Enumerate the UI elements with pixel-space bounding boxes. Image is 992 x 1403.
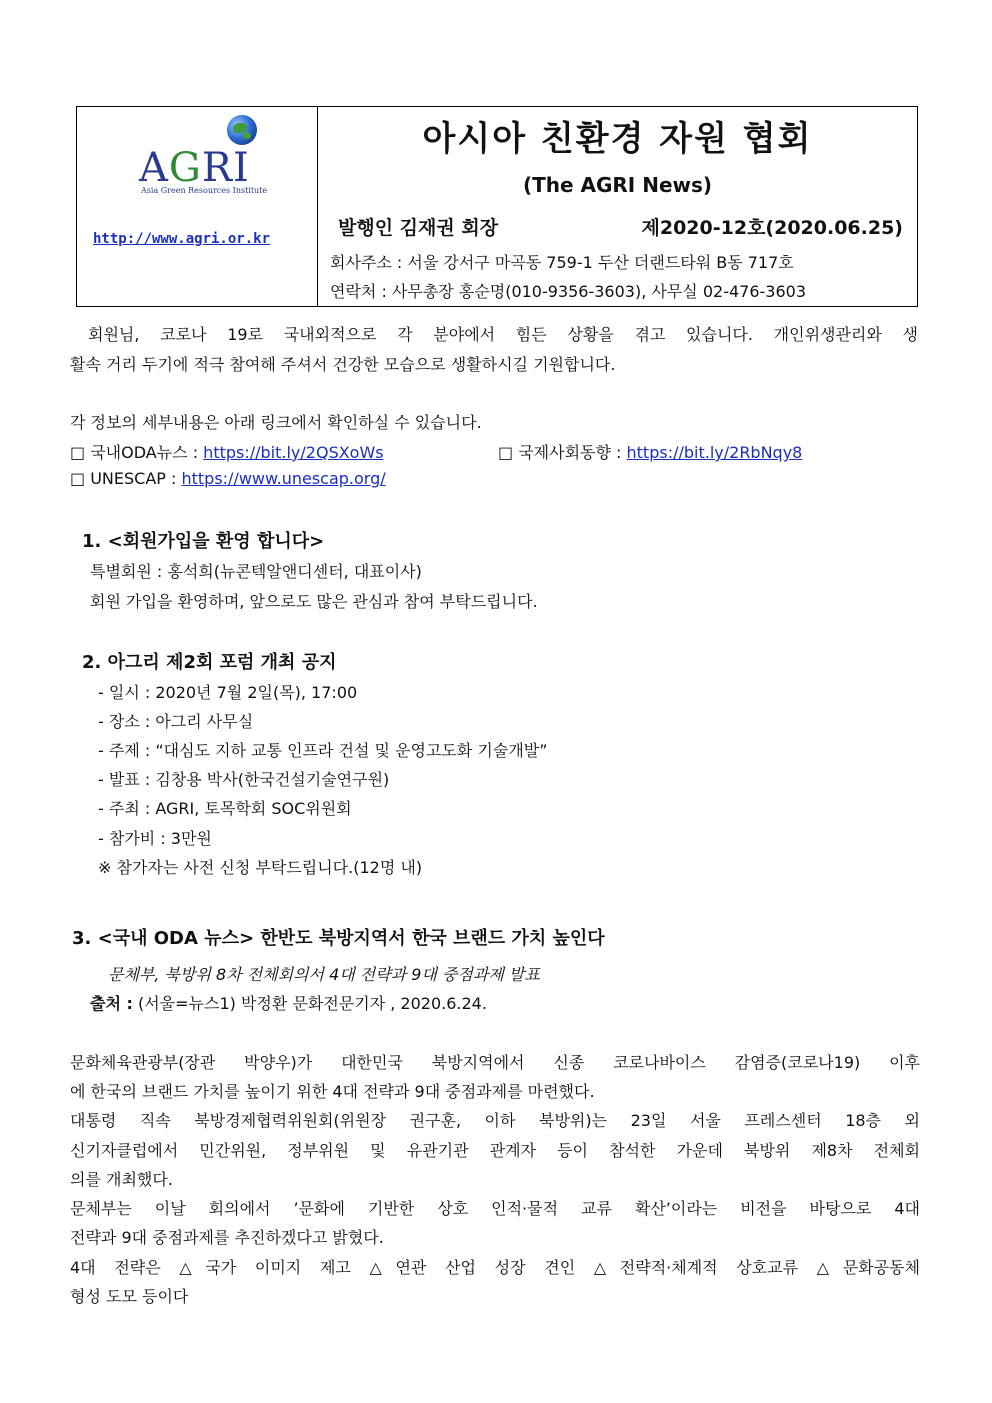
issue-number: 제2020-12호(2020.06.25) [641, 217, 903, 239]
list-item: - 장소 : 아그리 사무실 [98, 712, 254, 731]
article-line: 전략과 9대 중점과제를 추진하겠다고 밝혔다. [70, 1228, 384, 1247]
list-item: ※ 참가자는 사전 신청 부탁드립니다.(12명 내) [98, 858, 423, 877]
article-line: 문체부는 이날 회의에서 ’문화에 기반한 상호 인적·물적 교류 확산’이라는 비전을 바탕으로 4대 [70, 1199, 920, 1218]
oda-news-link[interactable]: https://bit.ly/2QSXoWs [203, 443, 384, 462]
globe-icon [227, 115, 257, 145]
section-text: 회원 가입을 환영하며, 앞으로도 많은 관심과 참여 부탁드립니다. [90, 592, 538, 611]
section-heading: 2. 아그리 제2회 포럼 개최 공지 [82, 652, 337, 673]
intl-label: □ 국제사회동향 : [498, 443, 627, 462]
page-title: 아시아 친환경 자원 협회 [422, 119, 813, 159]
article-line: 대통령 직속 북방경제협력위원회(위원장 권구훈, 이하 북방위)는 23일 서울 프레스센터 18층 외 [70, 1111, 920, 1130]
intro-line: 활속 거리 두기에 적극 참여해 주셔서 건강한 모습으로 생활하시길 기원합니다. [70, 355, 616, 374]
list-item: - 발표 : 김창용 박사(한국건설기술연구원) [98, 770, 390, 789]
section-heading: 3. <국내 ODA 뉴스> 한반도 북방지역서 한국 브랜드 가치 높인다 [72, 928, 605, 949]
logo-cell [77, 107, 318, 306]
publisher: 발행인 김재권 회장 [338, 217, 499, 239]
logo-tagline: Asia Green Resources Institute [141, 186, 268, 195]
article-line: 문화체육관광부(장관 박양우)가 대한민국 북방지역에서 신종 코로나바이스 감염증(코로나19) 이후 [70, 1053, 920, 1072]
page-subtitle: (The AGRI News) [522, 173, 713, 197]
article-line: 4대 전략은 △국가 이미지 제고 △연관 산업 성장 견인 △전략적·체계적 상호교류 △문화공동체 [70, 1258, 920, 1277]
issue-row [338, 213, 903, 240]
section-heading: 1. <회원가입을 환영 합니다> [82, 531, 325, 552]
header-info [318, 107, 917, 306]
newsletter-header [76, 106, 918, 307]
intl-news-link[interactable]: https://bit.ly/2RbNqy8 [626, 443, 803, 462]
links-row [498, 440, 802, 463]
address: 회사주소 : 서울 강서구 마곡동 759-1 두산 더랜드타워 B동 717호 [330, 253, 794, 272]
article-line: 에 한국의 브랜드 가치를 높이기 위한 4대 전략과 9대 중점과제를 마련했다. [70, 1082, 595, 1101]
intro-line: 회원님, 코로나 19로 국내외적으로 각 분야에서 힘든 상황을 겪고 있습니다. 개인위생관리와 생 [88, 325, 918, 344]
article-line: 신기자클럽에서 민간위원, 정부위원 및 유관기관 관계자 등이 참석한 가운데 북방위 제8차 전체회 [70, 1141, 920, 1160]
links-row [70, 469, 386, 488]
agri-logo: AGRI [139, 145, 250, 191]
list-item: - 참가비 : 3만원 [98, 829, 212, 848]
list-item: - 주최 : AGRI, 토목학회 SOC위원회 [98, 799, 352, 818]
website-link[interactable]: http://www.agri.or.kr [93, 231, 271, 247]
source-label: 출처 : [90, 994, 133, 1013]
links-intro: 각 정보의 세부내용은 아래 링크에서 확인하실 수 있습니다. [70, 413, 482, 432]
article-source [90, 991, 487, 1014]
unescap-link[interactable]: https://www.unescap.org/ [181, 469, 386, 488]
links-row [70, 440, 384, 463]
article-line: 형성 도모 등이다 [70, 1287, 189, 1306]
article-subheading: 문체부, 북방위 8차 전체회의서 4대 전략과 9대 중점과제 발표 [108, 965, 540, 984]
oda-label: □ 국내ODA뉴스 : [70, 443, 204, 462]
list-item: - 주제 : “대심도 지하 교통 인프라 건설 및 운영고도화 기술개발” [98, 741, 548, 760]
contact: 연락처 : 사무총장 홍순명(010-9356-3603), 사무실 02-476-3603 [330, 282, 807, 301]
section-text: 특별회원 : 홍석희(뉴콘텍알앤디센터, 대표이사) [90, 562, 422, 581]
article-line: 의를 개최했다. [70, 1170, 173, 1189]
source-text: (서울=뉴스1) 박정환 문화전문기자 , 2020.6.24. [132, 994, 487, 1013]
list-item: - 일시 : 2020년 7월 2일(목), 17:00 [98, 683, 358, 702]
unescap-label: □ UNESCAP : [70, 469, 182, 488]
